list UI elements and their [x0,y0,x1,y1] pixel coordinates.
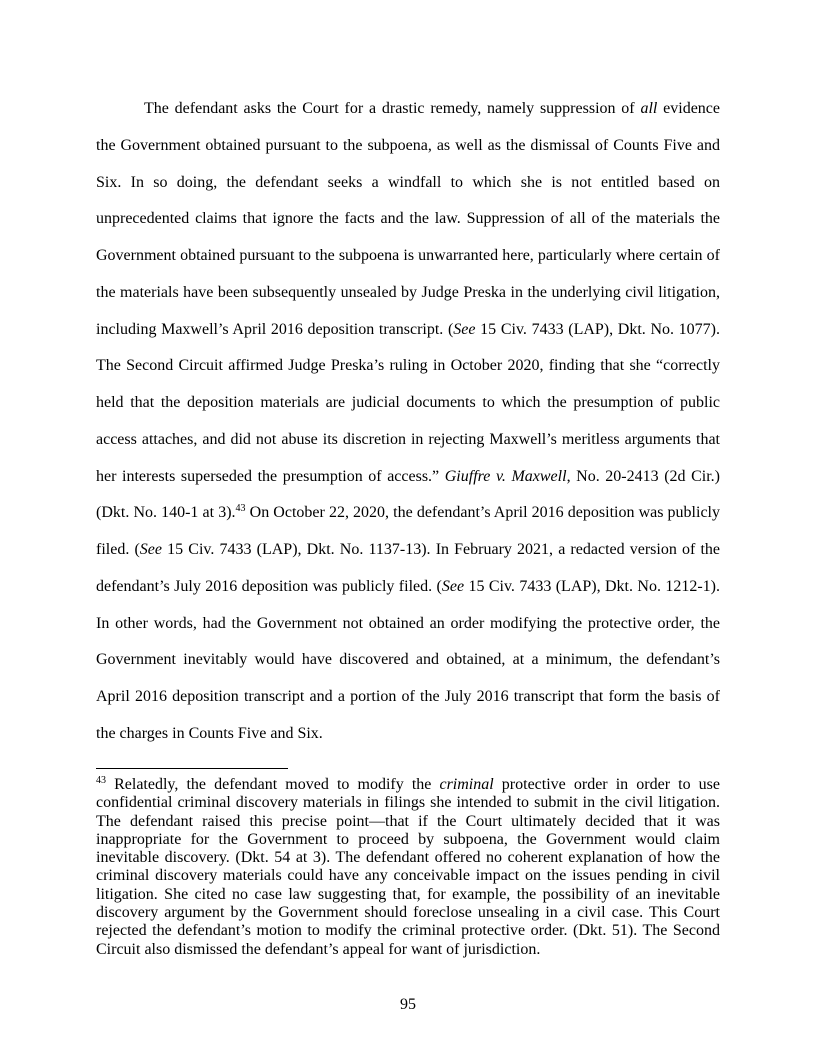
page-number: 95 [400,996,416,1013]
footnote-text: $^{43}$ Relatedly, the defendant moved to modify the criminal protective order in order to use confidential criminal discovery materials in filings she intended to submit in the civil litigation. The defendant raised this precise point—that if the Court ultimately decided that it was inappropriate for the Government to proceed by subpoena, the Government would claim inevitable discovery. (Dkt. 54 at 3). The defendant offered no coherent explanation of how the criminal discovery materials could have any conceivable impact on the issues pending in civil litigation. She cited no case law suggesting that, for example, the possibility of an inevitable discovery argument by the Government should foreclose unsealing in a civil case. This Court rejected the defendant’s motion to modify the criminal protective order. (Dkt. 51). The Second Circuit also dismissed the defendant’s appeal for want of jurisdiction. [96,775,720,958]
footnote-separator [96,768,288,769]
footnote-reference[interactable]: 43 [235,503,246,515]
emphasis-all: all [640,100,658,117]
body-text [96,91,720,753]
signal-see: See [441,577,465,595]
signal-see: See [139,541,162,558]
footnote-number: 43 [96,775,106,786]
case-name: Giuffre v. Maxwell [444,467,567,485]
emphasis-criminal: criminal [439,776,494,793]
main-paragraph: The defendant asks the Court for a drastic remedy, namely suppression of all evidence the Government obtained pursuant to the subpoena, as well as the dismissal of Counts Five and Six. In so doing, the defendant seeks a windfall to which she is not entitled based on unprecedented claims that ignore the facts and the law. Suppression of all of the materials the Government obtained pursuant to the subpoena is unwarranted here, particularly where certain of the materials have been subsequently unsealed by Judge Preska in the underlying civil litigation, including Maxwell’s April 2016 deposition transcript. (See 15 Civ. 7433 (LAP), Dkt. No. 1077). The Second Circuit affirmed Judge Preska’s ruling in October 2020, finding that she “correctly held that the deposition materials are judicial documents to which the presumption of public access attaches, and did not abuse its discretion in rejecting Maxwell’s meritless arguments that her interests superseded the presumption of access.” Giuffre v. Maxwell, No. 20-2413 (2d Cir.) (Dkt. No. 140-1 at 3).$^{43}$ On October 22, 2020, the defendant’s April 2016 deposition was publicly filed. (See 15 Civ. 7433 (LAP), Dkt. No. 1137-13). In February 2021, a redacted version of the defendant’s July 2016 deposition was publicly filed. (See 15 Civ. 7433 (LAP), Dkt. No. 1212-1). In other words, had the Government not obtained an order modifying the protective order, the Government inevitably would have discovered and obtained, at a minimum, the defendant’s April 2016 deposition transcript and a portion of the July 2016 transcript that form the basis of the charges in Counts Five and Six. [96,100,721,742]
footnote-43 [96,776,720,959]
signal-see: See [453,320,476,338]
